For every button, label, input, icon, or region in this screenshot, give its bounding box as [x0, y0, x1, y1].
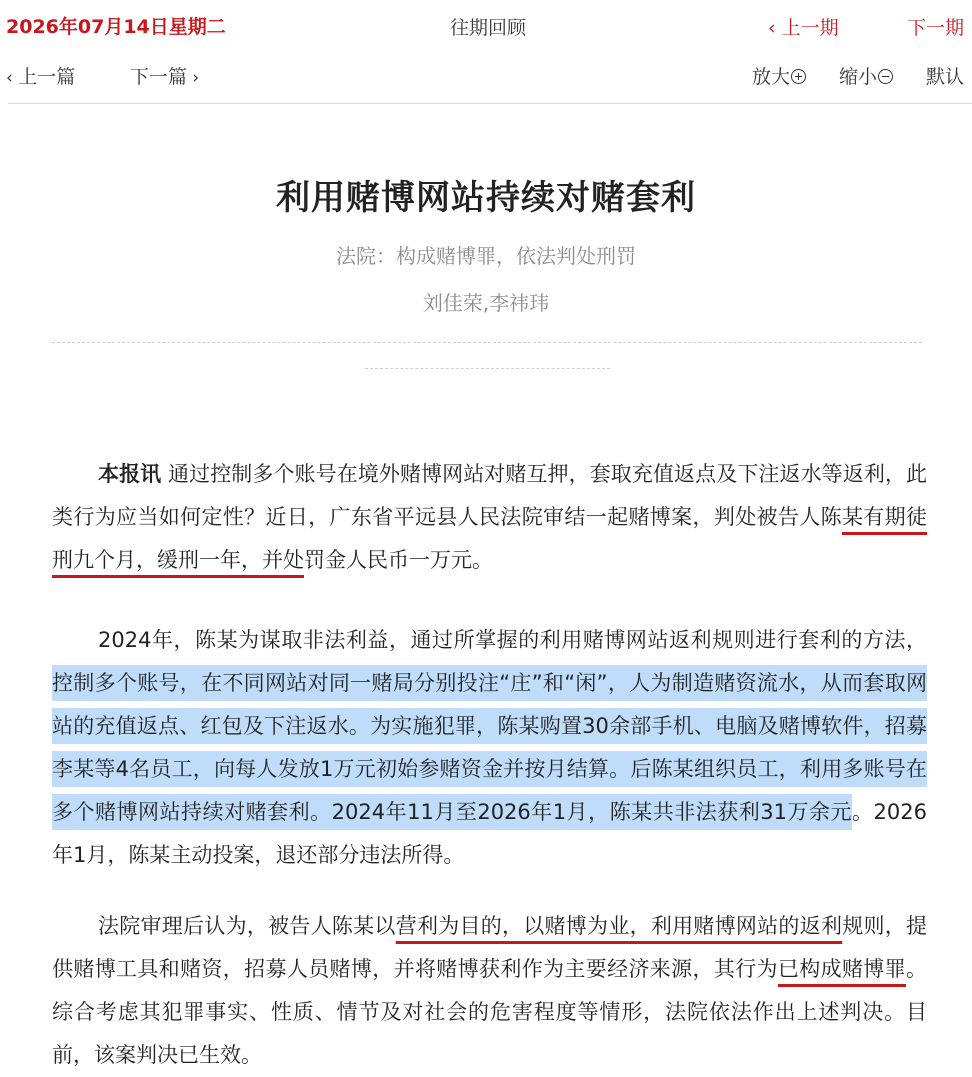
prev-article-link[interactable] — [6, 62, 75, 89]
chevron-left-icon: ‹ — [6, 68, 19, 88]
p3-underlined-verdict: 已构成赌博罪 — [777, 957, 907, 981]
next-article-label: 下一篇 — [130, 66, 188, 88]
reset-zoom-button[interactable]: 默认 — [926, 66, 965, 88]
article-subtitle: 法院：构成赌博罪，依法判处刑罚 — [336, 244, 636, 268]
p3-text-c: 。综合考虑其犯罪事实、性质、情节及对社会的危害程度等情形，法院依法作出上述判决。目前，该案判决已生效。 — [52, 957, 928, 1067]
p3-text-b: 规则，提供赌博工具和赌资，招募人员赌博，并将赌博获利作为主要经济来源，其行为 — [52, 914, 928, 981]
p2-text-b: 。2026年1月，陈某主动投案，退还部分违法所得。 — [52, 800, 927, 867]
p3-text-a: 法院审理后认为，被告人陈某以 — [98, 914, 396, 938]
issue-date: 2026年07月14日星期二 — [6, 16, 226, 38]
chevron-left-icon: ‹ — [768, 17, 782, 39]
header-divider-short — [365, 368, 610, 369]
next-article-link[interactable] — [130, 62, 199, 89]
p1-text-b: 罚金人民币一万元。 — [304, 548, 493, 572]
top-bar — [0, 0, 972, 52]
chevron-right-icon: › — [187, 68, 200, 88]
plus-circle-icon — [791, 69, 806, 84]
article-authors: 刘佳荣,李祎玮 — [422, 291, 550, 315]
minus-circle-icon — [878, 69, 893, 84]
zoom-out-button[interactable] — [839, 62, 893, 89]
prev-issue-link[interactable] — [768, 13, 839, 40]
p2-text-a: 2024年，陈某为谋取非法利益，通过所掌握的利用赌博网站返利规则进行套利的方法， — [98, 628, 927, 652]
prev-article-label: 上一篇 — [18, 66, 76, 88]
lead-label: 本报讯 — [98, 462, 162, 486]
article-title: 利用赌博网站持续对赌套利 — [276, 178, 696, 218]
header-divider-long — [52, 342, 922, 343]
next-issue-link[interactable]: 下一期 — [907, 17, 965, 39]
paragraph-2 — [52, 619, 927, 877]
zoom-out-label: 缩小 — [839, 66, 878, 88]
paragraph-3 — [52, 905, 927, 1077]
paragraph-1 — [52, 453, 927, 582]
zoom-in-label: 放大 — [752, 66, 791, 88]
zoom-in-button[interactable] — [752, 62, 806, 89]
article-nav-bar — [0, 52, 972, 104]
p3-underlined-motive: 营利为目的，以赌博为业，利用赌博网站的返利 — [395, 914, 843, 938]
prev-issue-label: 上一期 — [781, 17, 839, 39]
text-selection-highlight[interactable]: 控制多个账号，在不同网站对同一赌局分别投注“庄”和“闲”，人为制造赌资流水，从而套取网站的充值返点、红包及下注返水。为实施犯罪，陈某购置30余部手机、电脑及赌博软件，招募李某等4名员工，向每人发放1万元初始参赌资金并按月结算。后陈某组织员工，利用多账号在多个赌博网站持续对赌套利。2024年11月至2026年1月，陈某共非法获利31万余元 — [52, 665, 927, 830]
p1-underlined-sentence: 某有期徒刑九个月，缓刑一年，并处 — [52, 505, 928, 572]
nav-divider — [8, 103, 972, 104]
p1-text-a: 通过控制多个账号在境外赌博网站对赌互押，套取充值返点及下注返水等返利，此类行为应当如何定性？近日，广东省平远县人民法院审结一起赌博案，判处被告人陈 — [52, 462, 927, 529]
archive-link[interactable]: 往期回顾 — [450, 17, 527, 39]
